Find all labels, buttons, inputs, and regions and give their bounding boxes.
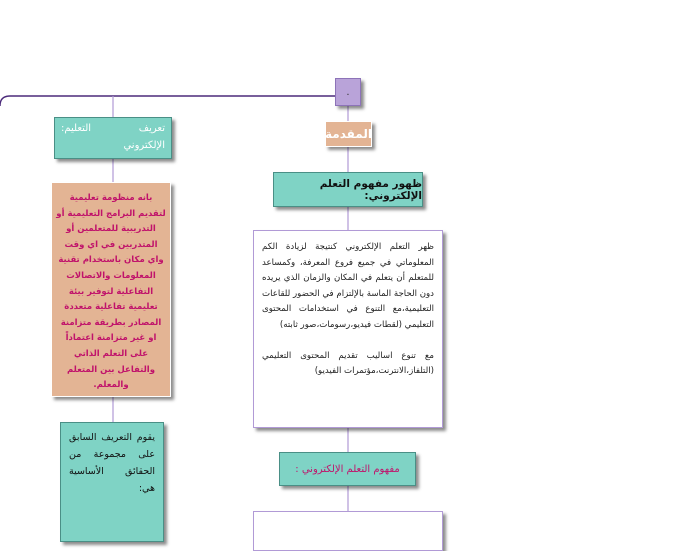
emergence-text-node[interactable]: ظهر التعلم الإلكتروني كنتيجة لزيادة الكم المعلوماتي في جميع فروع المعرفة، وكمساعد للمتعلم أن يتعلم في المكان والزمان الذي يريده دون الحاجة الماسة بالإلتزام في الحضور للقاعات التعليمية،مع التنوع في استخدامات المحتوى التعليمي (لقطات فيديو،رسومات،صور ثابته) مع تنوع اساليب تقديم المحتوى التعليمي (التلفاز،الانترنت،مؤتمرات الفيديو) — [253, 230, 443, 428]
concept-text-node[interactable] — [253, 511, 443, 551]
branch-line — [0, 96, 335, 106]
concept-title-node[interactable]: مفهوم التعلم الإلكتروني : — [279, 452, 416, 486]
basis-text-node[interactable]: يقوم التعريف السابق على مجموعة من الحقائق الأساسية هي: — [60, 422, 164, 542]
root-node[interactable]: . — [335, 78, 361, 106]
definition-title-node[interactable]: تعريف التعليم: الإلكتروني — [54, 117, 172, 159]
definition-text-node[interactable]: بانه منظومة تعليمية لتقديم البرامج التعليمية أو التدريبية للمتعلمين أو المتدربين في اي وقت واي مكان باستخدام تقنية المعلومات والاتصالات التفاعلية لتوفير بيئة تعليمية تفاعلية متعددة المصادر بطريقة متزامنة او غير متزامنة اعتماداً على التعلم الذاتي والتفاعل بين المتعلم والمعلم. — [51, 182, 171, 397]
intro-node[interactable]: المقدمة — [325, 121, 372, 147]
emergence-title-node[interactable]: ظهور مفهوم التعلم الإلكتروني: — [273, 172, 423, 207]
